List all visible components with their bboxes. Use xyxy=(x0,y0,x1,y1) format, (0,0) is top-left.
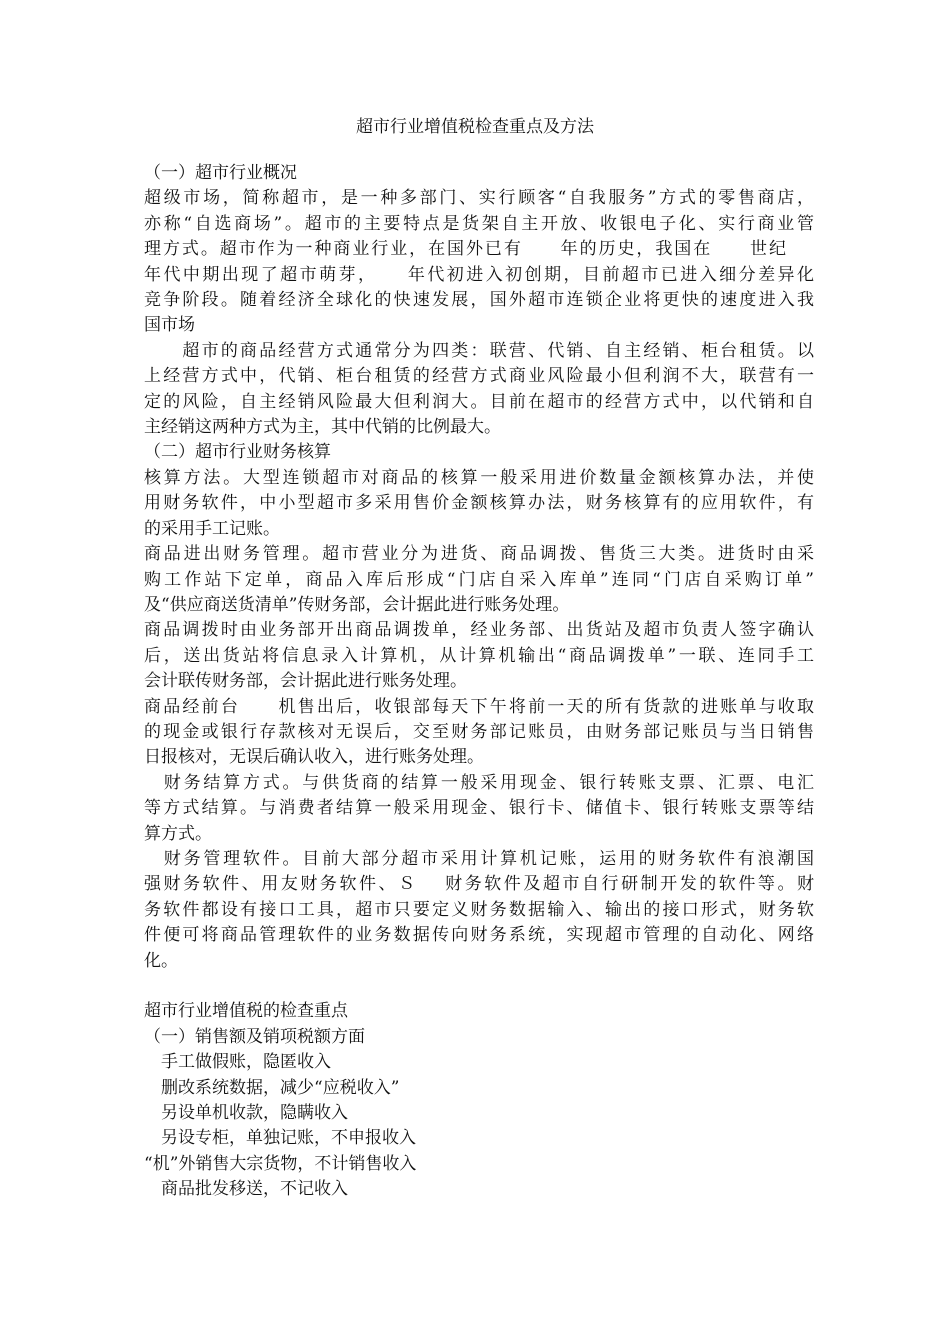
text-line: 定的风险，自主经销风险最大但利润大。目前在超市的经营方式中，以代销和自 xyxy=(144,391,814,412)
text-line: 的现金或银行存款核对无误后，交至财务部记账员，由财务部记账员与当日销售 xyxy=(144,721,814,742)
list-item: 手工做假账，隐匿收入 xyxy=(144,1052,331,1073)
subsection-heading-sales: （一）销售额及销项税额方面 xyxy=(144,1026,365,1047)
paragraph-goods-inout xyxy=(144,542,814,618)
list-item: 商品批发移送，不记收入 xyxy=(144,1179,348,1200)
text-line: 算方式。 xyxy=(144,823,212,844)
text-line: 超市的商品经营方式通常分为四类：联营、代销、自主经销、柜台租赁。以 xyxy=(144,340,814,361)
document-body xyxy=(144,161,814,1203)
text-line: 用财务软件，中小型超市多采用售价金额核算办法，财务核算有的应用软件，有 xyxy=(144,493,814,514)
paragraph-accounting-method xyxy=(144,466,814,542)
text-line: 国市场 xyxy=(144,315,195,336)
list-item: “机”外销售大宗货物，不计销售收入 xyxy=(144,1153,417,1174)
section-heading-overview: （一）超市行业概况 xyxy=(144,163,297,183)
section-heading-vat-focus: 超市行业增值税的检查重点 xyxy=(144,1001,348,1022)
text-line: 后，送出货站将信息录入计算机，从计算机输出“商品调拨单”一联、连同手工 xyxy=(144,645,814,666)
text-line: 商品经前台 机售出后，收银部每天下午将前一天的所有货款的进账单与收取 xyxy=(144,696,814,717)
text-line: 商品调拨时由业务部开出商品调拨单，经业务部、出货站及超市负责人签字确认 xyxy=(144,620,814,641)
list-item: 另设专柜，单独记账，不申报收入 xyxy=(144,1128,416,1149)
text-line: 会计联传财务部，会计据此进行账务处理。 xyxy=(144,671,467,692)
paragraph-settlement xyxy=(144,771,814,847)
text-line: 购工作站下定单，商品入库后形成“门店自采入库单”连同“门店自采购订单” xyxy=(144,569,814,590)
text-line: 上经营方式中，代销、柜台租赁的经营方式商业风险最小但利润不大，联营有一 xyxy=(144,366,814,387)
text-line: 强财务软件、用友财务软件、Ｓ 财务软件及超市自行研制开发的软件等。财 xyxy=(144,874,814,895)
list-item: 另设单机收款，隐瞒收入 xyxy=(144,1103,348,1124)
paragraph-business-modes xyxy=(144,339,814,441)
text-line: 年代中期出现了超市萌芽， 年代初进入初创期，目前超市已进入细分差异化 xyxy=(144,264,814,285)
text-line: 日报核对，无误后确认收入，进行账务处理。 xyxy=(144,747,484,768)
document-title: 超市行业增值税检查重点及方法 xyxy=(356,117,594,137)
text-line: 及“供应商送货清单”传财务部，会计据此进行账务处理。 xyxy=(144,594,570,615)
paragraph-goods-transfer xyxy=(144,618,814,694)
text-line: 竞争阶段。随着经济全球化的快速发展，国外超市连锁企业将更快的速度进入我 xyxy=(144,290,814,311)
text-line: 财务结算方式。与供货商的结算一般采用现金、银行转账支票、汇票、电汇 xyxy=(144,772,814,793)
text-line: 等方式结算。与消费者结算一般采用现金、银行卡、储值卡、银行转账支票等结 xyxy=(144,798,814,819)
text-line: 理方式。超市作为一种商业行业，在国外已有 年的历史，我国在 世纪 xyxy=(144,239,786,260)
text-line: 商品进出财务管理。超市营业分为进货、商品调拨、售货三大类。进货时由采 xyxy=(144,544,814,565)
text-line: 主经销这两种方式为主，其中代销的比例最大。 xyxy=(144,417,501,438)
text-line: 核算方法。大型连锁超市对商品的核算一般采用进价数量金额核算办法，并使 xyxy=(144,467,814,488)
text-line: 化。 xyxy=(144,950,178,971)
text-line: 务软件都设有接口工具，超市只要定义财务数据输入、输出的接口形式，财务软 xyxy=(144,899,814,920)
blank-line xyxy=(144,974,814,999)
paragraph-definition xyxy=(144,186,814,338)
paragraph-cashier-sales xyxy=(144,695,814,771)
checkpoint-list xyxy=(144,1050,814,1202)
section-heading-accounting: （二）超市行业财务核算 xyxy=(144,442,331,463)
text-line: 财务管理软件。目前大部分超市采用计算机记账，运用的财务软件有浪潮国 xyxy=(144,848,814,869)
text-line: 件便可将商品管理软件的业务数据传向财务系统，实现超市管理的自动化、网络 xyxy=(144,925,814,946)
text-line: 的采用手工记账。 xyxy=(144,518,280,539)
text-line: 超级市场，简称超市，是一种多部门、实行顾客“自我服务”方式的零售商店， xyxy=(144,188,814,209)
paragraph-finance-software xyxy=(144,847,814,974)
list-item: 删改系统数据，减少“应税收入” xyxy=(144,1077,400,1098)
text-line: 亦称“自选商场”。超市的主要特点是货架自主开放、收银电子化、实行商业管 xyxy=(144,213,814,234)
